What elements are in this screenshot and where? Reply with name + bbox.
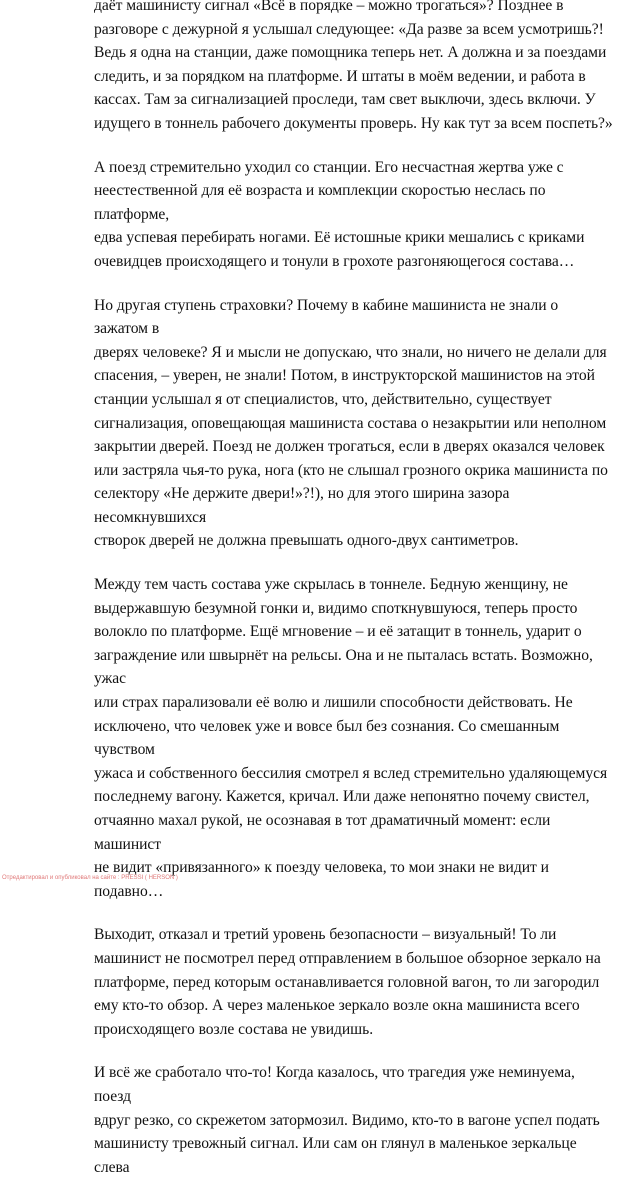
paragraph-3: Но другая ступень страховки? Почему в кабине машиниста не знали о зажатом в дверях человеке? Я и мысли не допускаю, что знали, но ничего не делали для спасения, – уверен, не знали! Потом, в инструкторской машинистов на этой станции услышал я от специалистов, что, действительно, существует сигнализация, оповещающая машиниста состава о незакрытии или неполном закрытии дверей. Поезд не должен трогаться, если в дверях оказался человек или застряла чья-то рука, нога (кто не слышал грозного окрика машиниста по селектору «Не держите двери!»?!), но для этого ширина зазора несомкнувшихся створок дверей не должна превышать одного-двух сантиметров.	[94, 296, 608, 550]
paragraph-4: Между тем часть состава уже скрылась в тоннеле. Бедную женщину, не выдержавшую безумной гонки и, видимо споткнувшуюся, теперь просто волокло по платформе. Ещё мгновение – и её затащит в тоннель, ударит о заграждение или швырнёт на рельсы. Она и не пыталась встать. Возможно, ужас или страх парализовали её волю и лишили способности действовать. Не исключено, что человек уже и вовсе был без сознания. Со смешанным чувством ужаса и собственного бессилия смотрел я вслед стремительно удаляющемуся последнему вагону. Кажется, кричал. Или даже непонятно почему свистел, отчаянно махал рукой, не осознавая в тот драматичный момент: если машинист не видит «привязанного» к поезду человека, то мои знаки не видит и подавно…	[94, 576, 608, 900]
paragraph-6: И всё же сработало что-то! Когда казалось, что трагедия уже неминуема, поезд вдруг резко, со скрежетом затормозил. Видимо, кто-то в вагоне успел подать машинисту тревожный сигнал. Или сам он глянул в маленькое зеркальце слева	[94, 1064, 600, 1176]
paragraph-5: Выходит, отказал и третий уровень безопасности – визуальный! То ли машинист не посмотрел перед отправлением в большое обзорное зеркало на платформе, перед которым останавливается головной вагон, то ли загородил ему кто-то обзор. А через маленькое зеркало возле окна машиниста всего происходящего возле состава не увидишь.	[94, 926, 601, 1038]
paragraph-2: А поезд стремительно уходил со станции. Его несчастная жертва уже с неестественной для её возраста и комплекции скоростью неслась по платформе, едва успевая перебирать ногами. Её истошные крики мешались с криками очевидцев происходящего и тонули в грохоте разгоняющегося состава…	[94, 158, 585, 270]
footer-credit: Отредактировал и опубликовал на сайте : PRESSI ( HERSON )	[2, 875, 178, 881]
paragraph-1: даёт машинисту сигнал «Всё в порядке – можно трогаться»? Позднее в разговоре с дежурной я услышал следующее: «Да разве за всем усмотришь?! Ведь я одна на станции, даже помощника теперь нет. А должна и за поездами следить, и за порядком на платформе. И штаты в моём ведении, и работа в кассах. Там за сигнализацией проследи, там свет выключи, здесь включи. У идущего в тоннель рабочего документы проверь. Ну как тут за всем поспеть?»	[94, 0, 613, 132]
document-page	[94, 0, 614, 1199]
